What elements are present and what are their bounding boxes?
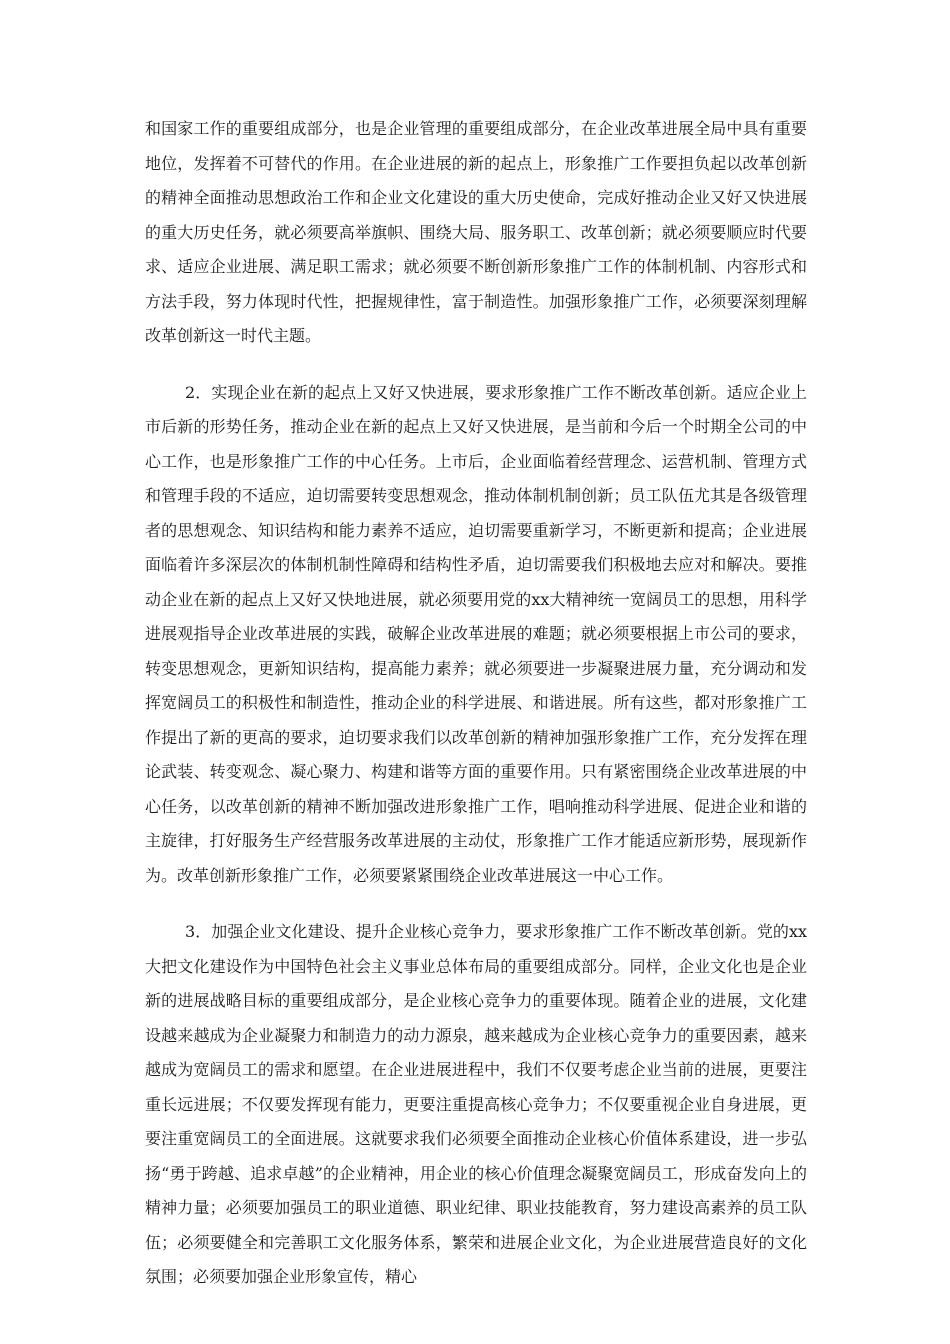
document-body [145,112,807,1295]
paragraph-point-2: 2．实现企业在新的起点上又好又快进展，要求形象推广工作不断改革创新。适应企业上市后新的形势任务，推动企业在新的起点上又好又快进展，是当前和今后一个时期全公司的中心工作，也是形象推广工作的中心任务。上市后，企业面临着经营理念、运营机制、管理方式和管理手段的不适应，迫切需要转变思想观念，推动体制机制创新；员工队伍尤其是各级管理者的思想观念、知识结构和能力素养不适应，迫切需要重新学习，不断更新和提高；企业进展面临着许多深层次的体制机制性障碍和结构性矛盾，迫切需要我们积极地去应对和解决。要推动企业在新的起点上又好又快地进展，就必须要用党的xx大精神统一宽阔员工的思想，用科学进展观指导企业改革进展的实践，破解企业改革进展的难题；就必须要根据上市公司的要求，转变思想观念，更新知识结构，提高能力素养；就必须要进一步凝聚进展力量，充分调动和发挥宽阔员工的积极性和制造性，推动企业的科学进展、和谐进展。所有这些，都对形象推广工作提出了新的更高的要求，迫切要求我们以改革创新的精神加强形象推广工作，充分发挥在理论武装、转变观念、凝心聚力、构建和谐等方面的重要作用。只有紧密围绕企业改革进展的中心任务，以改革创新的精神不断加强改进形象推广工作，唱响推动科学进展、促进企业和谐的主旋律，打好服务生产经营服务改革进展的主动仗，形象推广工作才能适应新形势，展现新作为。改革创新形象推广工作，必须要紧紧围绕企业改革进展这一中心工作。 [145,382,807,885]
paragraph-point-3: 3．加强企业文化建设、提升企业核心竞争力，要求形象推广工作不断改革创新。党的xx大把文化建设作为中国特色社会主义事业总体布局的重要组成部分。同样，企业文化也是企业新的进展战略目标的重要组成部分，是企业核心竞争力的重要体现。随着企业的进展，文化建设越来越成为企业凝聚力和制造力的动力源泉，越来越成为企业核心竞争力的重要因素，越来越成为宽阔员工的需求和愿望。在企业进展进程中，我们不仅要考虑企业当前的进展，更要注重长远进展；不仅要发挥现有能力，更要注重提高核心竞争力；不仅要重视企业自身进展，更要注重宽阔员工的全面进展。这就要求我们必须要全面推动企业核心价值体系建设，进一步弘扬“勇于跨越、追求卓越”的企业精神，用企业的核心价值理念凝聚宽阔员工，形成奋发向上的精神力量；必须要加强员工的职业道德、职业纪律、职业技能教育，努力建设高素养的员工队伍；必须要健全和完善职工文化服务体系，繁荣和进展企业文化，为企业进展营造良好的文化氛围；必须要加强企业形象宣传，精心 [145,922,807,1286]
paragraph-continuation: 和国家工作的重要组成部分，也是企业管理的重要组成部分，在企业改革进展全局中具有重要地位，发挥着不可替代的作用。在企业进展的新的起点上，形象推广工作要担负起以改革创新的精神全面推动思想政治工作和企业文化建设的重大历史使命，完成好推动企业又好又快进展的重大历史任务，就必须要高举旗帜、围绕大局、服务职工、改革创新；就必须要顺应时代要求、适应企业进展、满足职工需求；就必须要不断创新形象推广工作的体制机制、内容形式和方法手段，努力体现时代性，把握规律性，富于制造性。加强形象推广工作，必须要深刻理解改革创新这一时代主题。 [145,119,807,345]
